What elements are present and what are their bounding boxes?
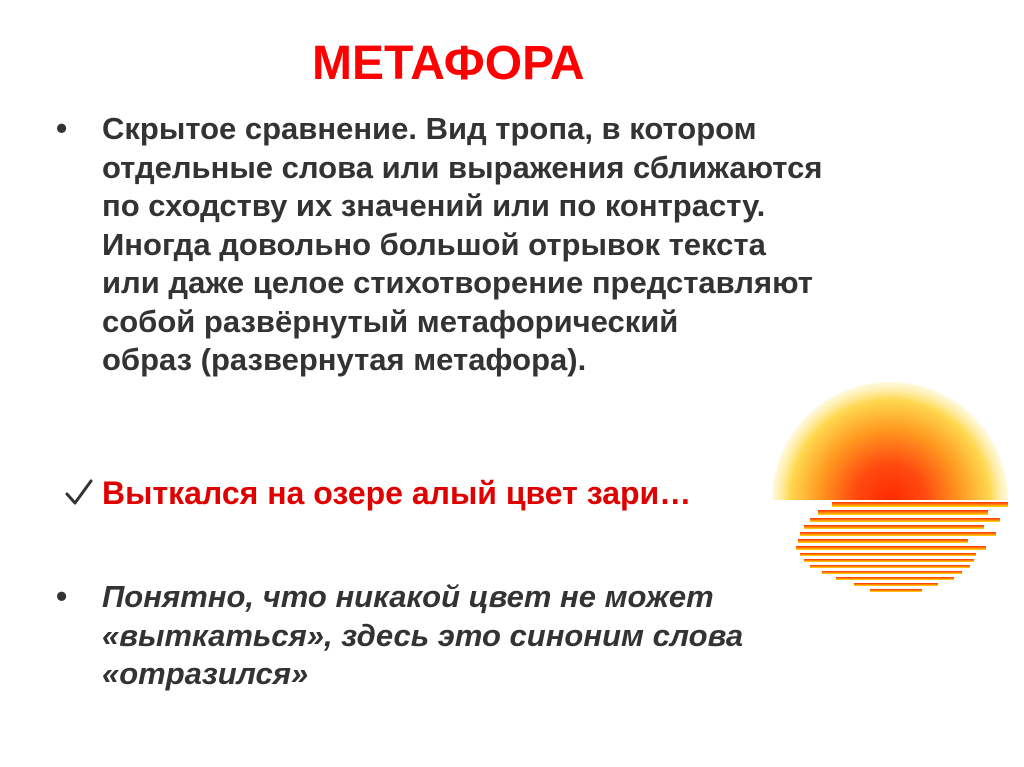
bullet-marker: • — [56, 578, 68, 614]
bullet-explanation — [56, 578, 956, 694]
explanation-line: Понятно, что никакой цвет не может — [102, 579, 714, 614]
bullet-marker: • — [56, 110, 68, 146]
explanation-line: «выткаться», здесь это синоним слова — [102, 617, 744, 653]
definition-line: Скрытое сравнение. Вид тропа, в котором — [102, 111, 757, 146]
definition-line: по сходству их значений или по контрасту. — [102, 188, 766, 223]
example-text: Выткался на озере алый цвет зари… — [102, 475, 692, 511]
definition-line: собой развёрнутый метафорический — [102, 303, 679, 339]
bullet-example — [56, 474, 956, 513]
explanation-text — [102, 578, 956, 694]
slide-title: МЕТАФОРА — [312, 37, 585, 90]
definition-line: отдельные слова или выражения сближаются — [102, 149, 823, 185]
definition-text — [102, 110, 956, 380]
checkmark-icon — [64, 478, 94, 508]
bullet-definition — [56, 110, 956, 380]
explanation-line: «отразился» — [102, 656, 309, 691]
definition-line: или даже целое стихотворение представляют — [102, 265, 813, 300]
definition-line: Иногда довольно большой отрывок текста — [102, 226, 766, 262]
definition-line: образ (развернутая метафора). — [102, 342, 587, 377]
